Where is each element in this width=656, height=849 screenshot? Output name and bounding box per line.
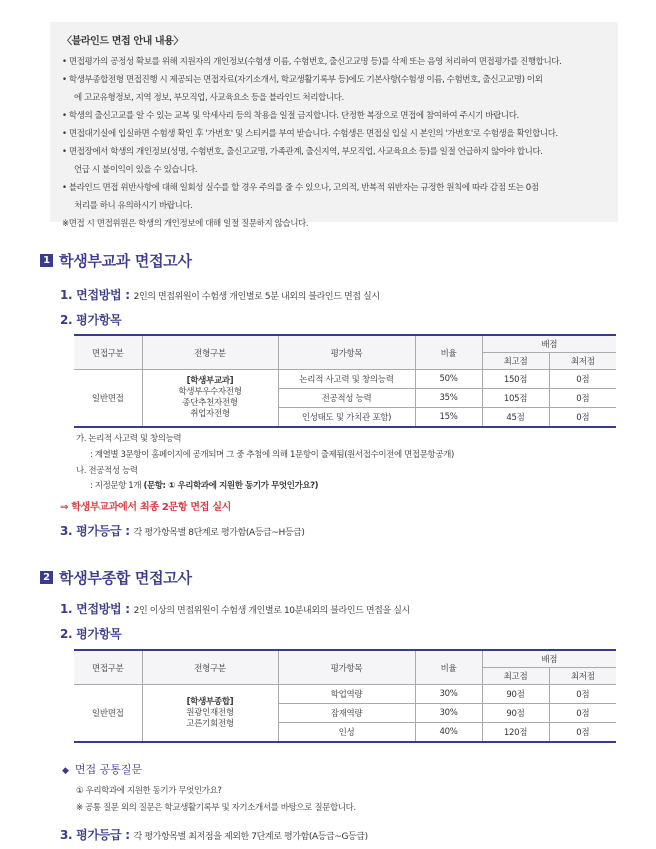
common-title: 면접 공통질문 [74,763,143,776]
cell-min: 0점 [549,704,616,723]
cell-item: 잠재역량 [278,704,415,723]
final-question-note: ⇒ 학생부교과에서 최종 2문항 면접 실시 [60,502,232,513]
note-a: 가. 논리적 사고력 및 창의능력 [76,434,182,444]
th-track: 전형구분 [142,335,278,370]
cell-ratio: 30% [415,685,482,704]
note-b: 나. 전공적성 능력 [76,466,138,476]
method-desc: 2인 이상의 면접위원이 수험생 개인별로 10분내외의 블라인드 면접을 실시 [133,606,410,616]
notice-line: • 면접장에서 학생의 개인정보(성명, 수험번호, 출신고교명, 가족관계, 출신지역, 부모직업, 사교육요소 등)를 일절 언급하지 않아야 합니다. [62,147,543,157]
th-max: 최고점 [482,353,549,370]
section2-grade [60,826,368,843]
notice-line: 에 고교유형정보, 지역 정보, 부모직업, 사교육요소 등을 블라인드 처리합니다. [74,93,344,103]
cell-max: 120점 [482,723,549,743]
section1-grade [60,522,305,539]
track-line: 원광인재전형 [186,707,234,718]
cell-item: 전공적성 능력 [278,389,415,408]
section1-table [74,334,616,428]
track-line: 학생부우수자전형 [178,387,242,397]
diamond-icon: ◆ [62,766,69,776]
blind-interview-notice [50,22,618,229]
section1-method [60,286,380,303]
cell-min: 0점 [549,685,616,704]
track-line: 종단추천자전형 [182,398,238,408]
cell-ratio: 40% [415,723,482,743]
notice-line: • 블라인드 면접 위반사항에 대해 일회성 실수를 할 경우 주의를 줄 수 있으나, 고의적, 반복적 위반자는 규정한 원칙에 따라 감점 또는 0점 [62,183,539,193]
cell-ratio: 15% [415,408,482,428]
th-max: 최고점 [482,668,549,685]
note-b-detail-bold: (문항: ① 우리학과에 지원한 동기가 무엇인가요?) [143,481,319,491]
th-ratio: 비율 [415,650,482,685]
th-score: 배점 [482,335,616,353]
notice-line: • 면접대기실에 입실하면 수험생 확인 후 '가번호' 및 스티커를 부여 받습니다. 수험생은 면접실 입실 시 본인의 '가번호'로 수험생을 확인합니다. [62,129,558,139]
notice-line: • 면접평가의 공정성 확보를 위해 지원자의 개인정보(수험생 이름, 수험번호, 출신고교명 등)를 삭제 또는 음영 처리하여 면접평가를 진행합니다. [62,57,562,67]
cell-max: 90점 [482,704,549,723]
th-track: 전형구분 [142,650,278,685]
cell-ratio: 35% [415,389,482,408]
th-score: 배점 [482,650,616,668]
grade-label: 3. 평가등급 : [60,524,130,538]
method-label: 1. 면접방법 : [60,602,130,616]
common-question-1: ① 우리학과에 지원한 동기가 무엇인가요? [76,786,222,796]
method-label: 1. 면접방법 : [60,288,130,302]
cell-ratio: 50% [415,370,482,389]
track-bold: [학생부종합] [186,696,234,707]
notice-line: ※면접 시 면접위원은 학생의 개인정보에 대해 일절 질문하지 않습니다. [62,219,309,229]
cell-max: 105점 [482,389,549,408]
cell-item: 논리적 사고력 및 창의능력 [278,370,415,389]
cell-ratio: 30% [415,704,482,723]
method-desc: 2인의 면접위원이 수험생 개인별로 5분 내외의 블라인드 면접 실시 [133,292,380,302]
th-ratio: 비율 [415,335,482,370]
track-bold: [학생부교과] [186,376,234,386]
grade-desc: 각 평가항목별 8단계로 평가함(A등급~H등급) [133,528,305,538]
section2-number: 2 [40,571,53,584]
note-b-detail-pre: : 지정문항 1개 [90,481,142,491]
cell-item: 인성 [278,723,415,743]
notice-line: • 학생부종합전형 면접진행 시 제공되는 면접자료(자기소개서, 학교생활기록부 등)에도 기본사항(수험생 이름, 수험번호, 출신고교명) 이외 [62,75,543,85]
cell-min: 0점 [549,408,616,428]
notice-line: 언급 시 불이익이 있을 수 있습니다. [74,165,198,175]
cell-min: 0점 [549,389,616,408]
cell-max: 45점 [482,408,549,428]
track-line: 취업자전형 [190,409,230,419]
notice-title: 〈블라인드 면접 안내 내용〉 [62,36,184,47]
cell-type: 일반면접 [74,370,142,428]
cell-max: 90점 [482,685,549,704]
note-a-detail: : 계열별 3문항이 홈페이지에 공개되며 그 중 추첨에 의해 1문항이 출제됨(원서접수이전에 면접문항공개) [90,450,454,460]
section2-items-label: 2. 평가항목 [60,627,122,641]
section2-title: 학생부종합 면접고사 [59,569,192,587]
notice-line: • 학생의 출신고교를 알 수 있는 교복 및 악세사리 등의 착용을 일절 금지합니다. 단정한 복장으로 면접에 참여하여 주시기 바랍니다. [62,111,519,121]
section2-table [74,649,616,743]
section2-method [60,600,410,617]
th-item: 평가항목 [278,335,415,370]
common-question-note: ※ 공통 질문 외의 질문은 학교생활기록부 및 자기소개서를 바탕으로 질문합니다. [76,803,356,813]
section1-number: 1 [40,254,53,267]
cell-type: 일반면접 [74,685,142,743]
grade-label: 3. 평가등급 : [60,828,130,842]
section1-title: 학생부교과 면접고사 [59,252,192,270]
cell-item: 학업역량 [278,685,415,704]
cell-track [142,370,278,428]
track-line: 고른기회전형 [186,718,234,729]
th-item: 평가항목 [278,650,415,685]
cell-item: 인성태도 및 가치관 포함) [278,408,415,428]
section1-heading [40,250,192,271]
section2-heading [40,567,192,588]
section1-items-label: 2. 평가항목 [60,313,122,327]
common-question-heading [62,761,142,777]
note-b-detail [90,479,318,491]
cell-track [142,685,278,743]
th-min: 최저점 [549,668,616,685]
cell-max: 150점 [482,370,549,389]
th-type: 면접구분 [74,335,142,370]
th-min: 최저점 [549,353,616,370]
th-type: 면접구분 [74,650,142,685]
cell-min: 0점 [549,370,616,389]
grade-desc: 각 평가항목별 최저점을 제외한 7단계로 평가함(A등급~G등급) [133,832,368,842]
cell-min: 0점 [549,723,616,743]
notice-line: 처리를 하니 유의하시기 바랍니다. [74,201,193,211]
